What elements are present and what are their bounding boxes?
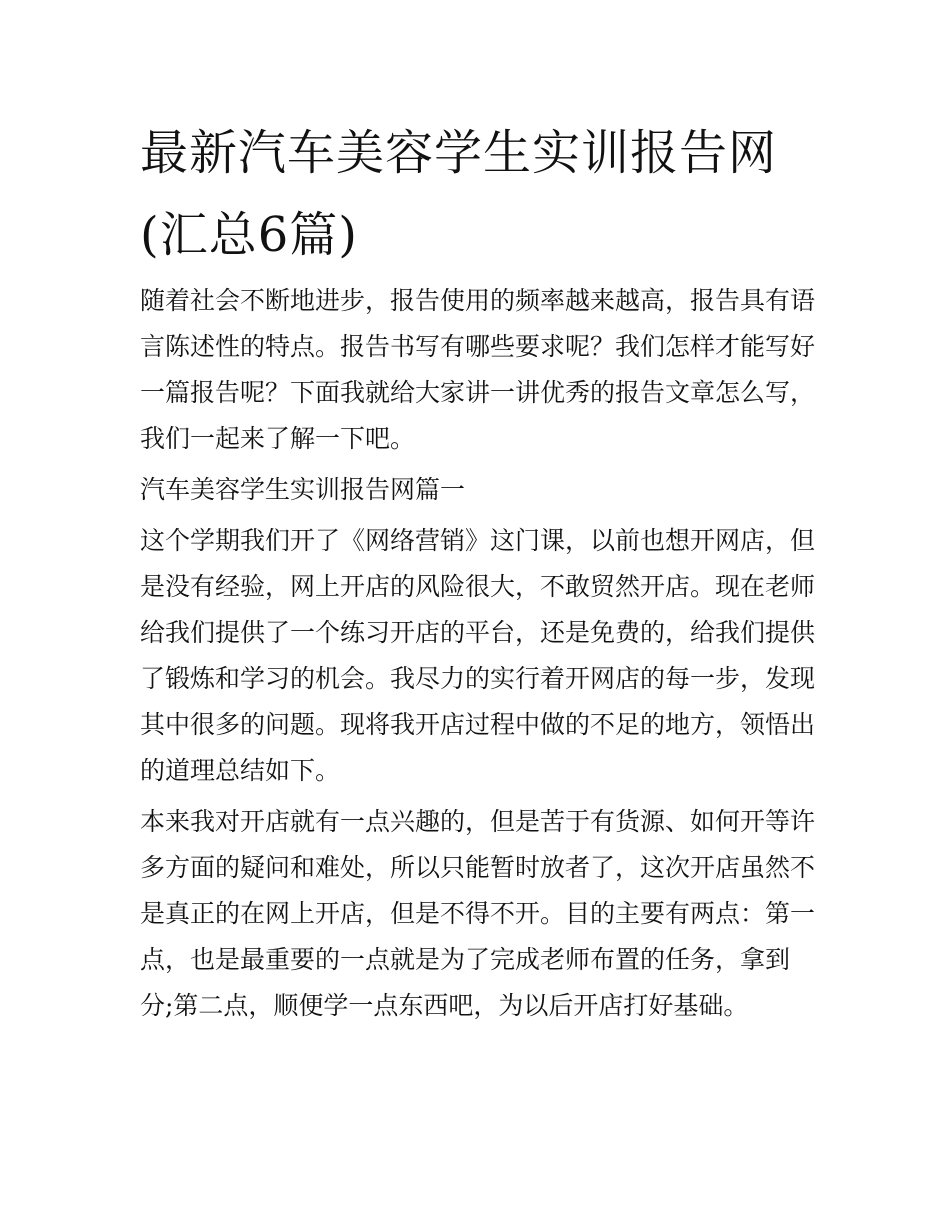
- document-title: 最新汽车美容学生实训报告网(汇总6篇): [140, 125, 778, 263]
- intro-paragraph: 随着社会不断地进步，报告使用的频率越来越高，报告具有语言陈述性的特点。报告书写有哪些要求呢？我们怎样才能写好一篇报告呢？下面我就给大家讲一讲优秀的报告文章怎么写，我们一起来了解一下吧。: [140, 286, 816, 453]
- document-body: [140, 278, 816, 1034]
- section-heading: 汽车美容学生实训报告网篇一: [140, 475, 466, 504]
- body-paragraph: 这个学期我们开了《网络营销》这门课，以前也想开网店，但是没有经验，网上开店的风险很大，不敢贸然开店。现在老师给我们提供了一个练习开店的平台，还是免费的，给我们提供了锻炼和学习的机会。我尽力的实行着开网店的每一步，发现其中很多的问题。现将我开店过程中做的不足的地方，领悟出的道理总结如下。: [140, 526, 816, 785]
- body-paragraph: 本来我对开店就有一点兴趣的，但是苦于有货源、如何开等许多方面的疑问和难处，所以只能暂时放者了，这次开店虽然不是真正的在网上开店，但是不得不开。目的主要有两点：第一点，也是最重要的一点就是为了完成老师布置的任务，拿到分;第二点，顺便学一点东西吧，为以后开店打好基础。: [140, 807, 816, 1020]
